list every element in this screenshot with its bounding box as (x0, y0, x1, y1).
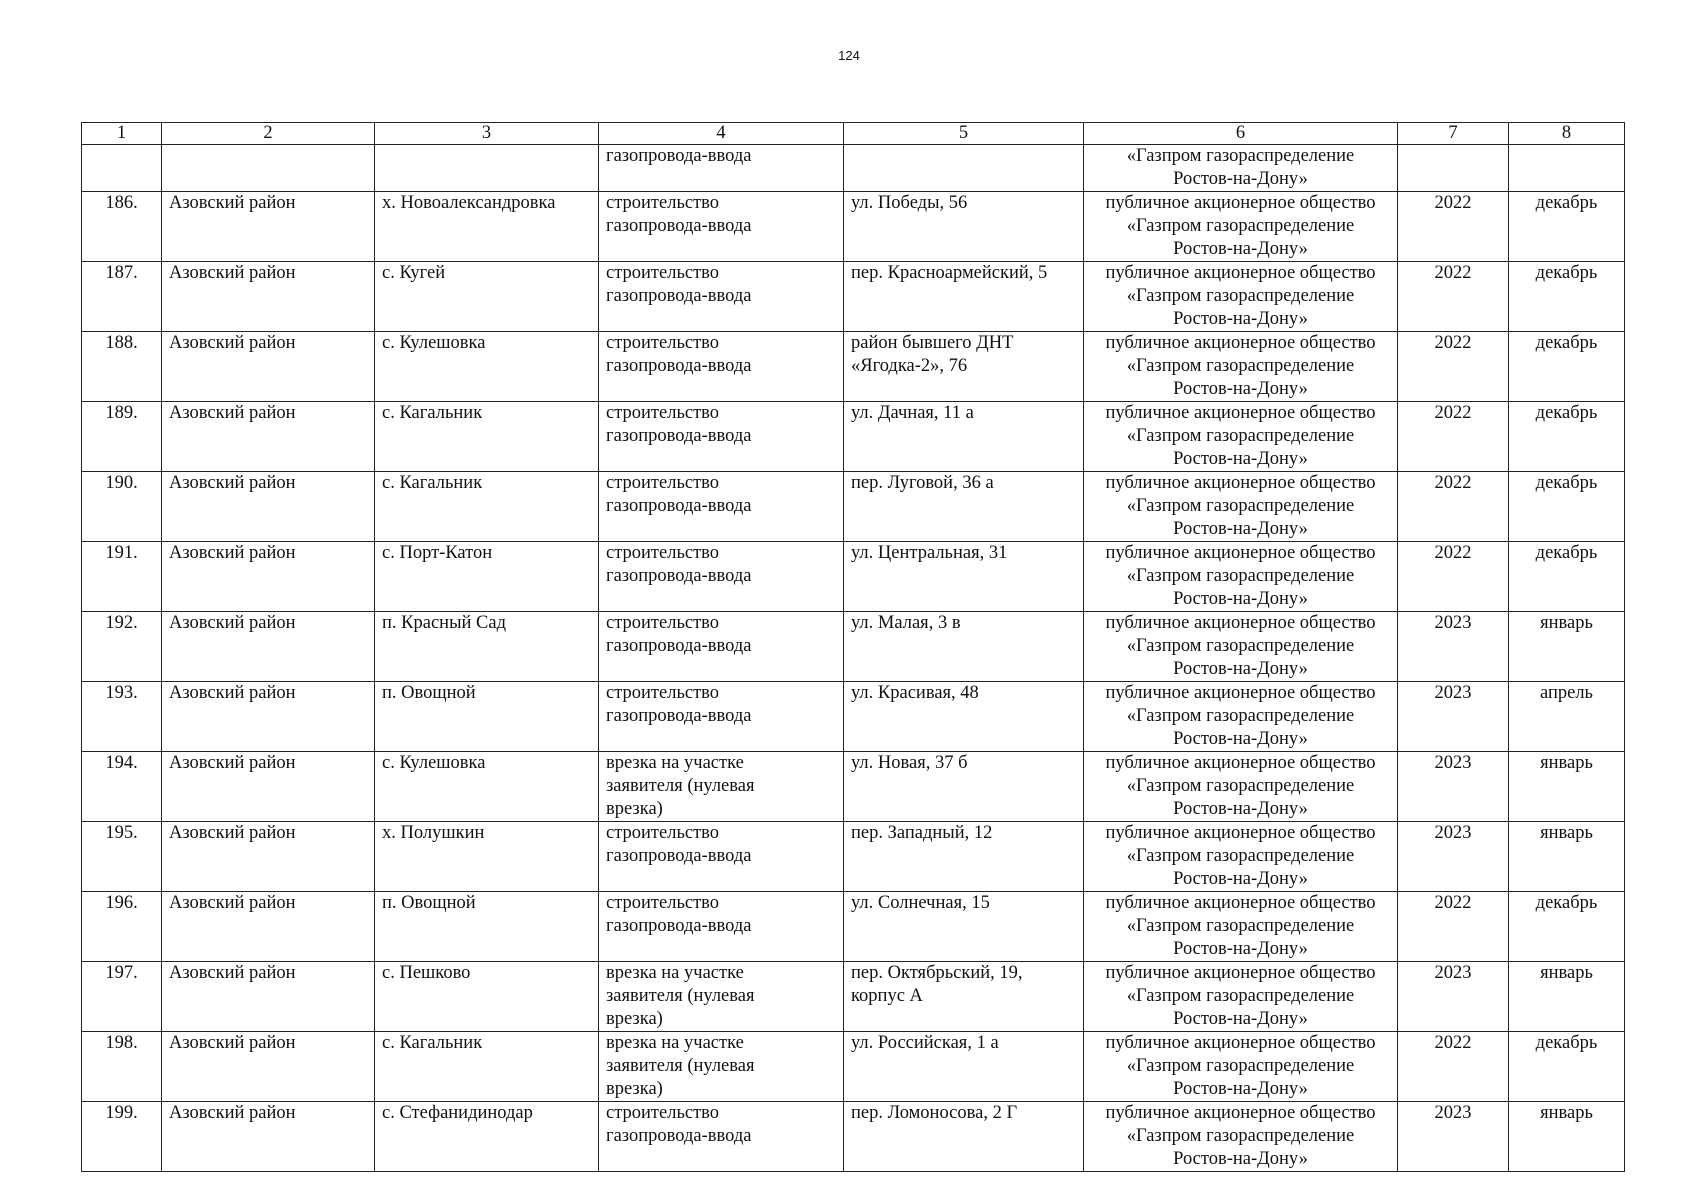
cell-month: январь (1509, 612, 1625, 682)
work-line: строительство (606, 683, 720, 703)
cell-num: 190. (82, 472, 162, 542)
org-line: «Газпром газораспределение (1126, 216, 1355, 236)
org-line: публичное акционерное общество (1105, 683, 1376, 703)
cell-locality: п. Овощной (375, 682, 599, 752)
cell-address (844, 145, 1084, 192)
work-line: врезка на участке (606, 963, 744, 983)
cell-address (844, 332, 1084, 402)
cell-year: 2022 (1398, 892, 1509, 962)
work-line: газопровода-ввода (606, 286, 752, 306)
column-header-2: 2 (162, 123, 375, 145)
org-line: «Газпром газораспределение (1126, 776, 1355, 796)
column-header-6: 6 (1084, 123, 1398, 145)
address-line: «Ягодка-2», 76 (851, 356, 968, 376)
cell-year: 2022 (1398, 192, 1509, 262)
cell-work (599, 332, 844, 402)
org-line: Ростов-на-Дону» (1173, 1079, 1308, 1099)
org-line: «Газпром газораспределение (1126, 426, 1355, 446)
table-row (82, 402, 1625, 472)
cell-address (844, 472, 1084, 542)
work-line: газопровода-ввода (606, 216, 752, 236)
cell-locality: с. Стефанидинодар (375, 1102, 599, 1172)
org-line: «Газпром газораспределение (1126, 146, 1355, 166)
org-line: публичное акционерное общество (1105, 403, 1376, 423)
work-line: строительство (606, 193, 720, 213)
org-line: публичное акционерное общество (1105, 613, 1376, 633)
cell-org (1084, 1032, 1398, 1102)
column-header-8: 8 (1509, 123, 1625, 145)
org-line: Ростов-на-Дону» (1173, 379, 1308, 399)
org-line: публичное акционерное общество (1105, 193, 1376, 213)
work-line: газопровода-ввода (606, 356, 752, 376)
cell-num: 188. (82, 332, 162, 402)
cell-num: 197. (82, 962, 162, 1032)
cell-org (1084, 262, 1398, 332)
cell-month: декабрь (1509, 262, 1625, 332)
cell-month (1509, 145, 1625, 192)
work-line: заявителя (нулевая (606, 1056, 755, 1076)
address-line: пер. Ломоносова, 2 Г (851, 1103, 1018, 1123)
cell-work (599, 145, 844, 192)
org-line: Ростов-на-Дону» (1173, 1149, 1308, 1169)
cell-year (1398, 145, 1509, 192)
org-line: публичное акционерное общество (1105, 543, 1376, 563)
cell-locality: х. Полушкин (375, 822, 599, 892)
cell-year: 2023 (1398, 752, 1509, 822)
cell-work (599, 962, 844, 1032)
org-line: Ростов-на-Дону» (1173, 799, 1308, 819)
work-line: газопровода-ввода (606, 566, 752, 586)
work-line: газопровода-ввода (606, 146, 752, 166)
cell-locality: с. Кагальник (375, 402, 599, 472)
cell-month: декабрь (1509, 892, 1625, 962)
cell-num: 192. (82, 612, 162, 682)
address-line: пер. Луговой, 36 а (851, 473, 994, 493)
work-line: газопровода-ввода (606, 846, 752, 866)
cell-org (1084, 332, 1398, 402)
address-line: ул. Дачная, 11 а (851, 403, 974, 423)
cell-work (599, 822, 844, 892)
cell-month: декабрь (1509, 1032, 1625, 1102)
cell-org (1084, 472, 1398, 542)
cell-locality: с. Пешково (375, 962, 599, 1032)
org-line: «Газпром газораспределение (1126, 286, 1355, 306)
cell-district: Азовский район (162, 962, 375, 1032)
cell-org (1084, 752, 1398, 822)
cell-month: январь (1509, 962, 1625, 1032)
cell-month: декабрь (1509, 472, 1625, 542)
address-line: ул. Российская, 1 а (851, 1033, 999, 1053)
org-line: Ростов-на-Дону» (1173, 519, 1308, 539)
work-line: газопровода-ввода (606, 496, 752, 516)
cell-address (844, 752, 1084, 822)
cell-year: 2022 (1398, 262, 1509, 332)
cell-org (1084, 892, 1398, 962)
cell-address (844, 192, 1084, 262)
work-line: врезка) (606, 1009, 663, 1029)
org-line: «Газпром газораспределение (1126, 916, 1355, 936)
cell-district: Азовский район (162, 612, 375, 682)
cell-district: Азовский район (162, 752, 375, 822)
cell-month: декабрь (1509, 332, 1625, 402)
cell-work (599, 892, 844, 962)
cell-locality: п. Красный Сад (375, 612, 599, 682)
address-line: район бывшего ДНТ (851, 333, 1014, 353)
cell-district: Азовский район (162, 262, 375, 332)
org-line: Ростов-на-Дону» (1173, 659, 1308, 679)
cell-org (1084, 822, 1398, 892)
cell-locality: с. Порт-Катон (375, 542, 599, 612)
cell-month: январь (1509, 822, 1625, 892)
cell-year: 2022 (1398, 542, 1509, 612)
org-line: публичное акционерное общество (1105, 823, 1376, 843)
cell-locality (375, 145, 599, 192)
cell-district: Азовский район (162, 892, 375, 962)
table-row (82, 1102, 1625, 1172)
cell-district: Азовский район (162, 682, 375, 752)
cell-work (599, 472, 844, 542)
table-row (82, 192, 1625, 262)
address-line: ул. Новая, 37 б (851, 753, 968, 773)
page-number: 124 (838, 48, 860, 63)
cell-work (599, 1032, 844, 1102)
cell-month: апрель (1509, 682, 1625, 752)
cell-year: 2023 (1398, 1102, 1509, 1172)
org-line: Ростов-на-Дону» (1173, 939, 1308, 959)
org-line: Ростов-на-Дону» (1173, 869, 1308, 889)
cell-org (1084, 192, 1398, 262)
org-line: публичное акционерное общество (1105, 1033, 1376, 1053)
address-line: ул. Солнечная, 15 (851, 893, 990, 913)
cell-year: 2022 (1398, 332, 1509, 402)
column-header-4: 4 (599, 123, 844, 145)
table-row (82, 542, 1625, 612)
cell-district: Азовский район (162, 192, 375, 262)
work-line: врезка) (606, 1079, 663, 1099)
work-line: заявителя (нулевая (606, 776, 755, 796)
org-line: «Газпром газораспределение (1126, 1126, 1355, 1146)
work-line: строительство (606, 543, 720, 563)
cell-work (599, 1102, 844, 1172)
cell-org (1084, 542, 1398, 612)
cell-org (1084, 682, 1398, 752)
org-line: «Газпром газораспределение (1126, 496, 1355, 516)
cell-num: 189. (82, 402, 162, 472)
work-line: строительство (606, 333, 720, 353)
cell-locality: с. Кулешовка (375, 332, 599, 402)
cell-work (599, 542, 844, 612)
work-line: врезка на участке (606, 1033, 744, 1053)
cell-district: Азовский район (162, 332, 375, 402)
cell-locality: с. Кагальник (375, 1032, 599, 1102)
cell-work (599, 402, 844, 472)
table-body (82, 145, 1625, 1172)
cell-year: 2023 (1398, 822, 1509, 892)
org-line: публичное акционерное общество (1105, 753, 1376, 773)
table-header (82, 123, 1625, 145)
cell-num: 186. (82, 192, 162, 262)
cell-num: 199. (82, 1102, 162, 1172)
org-line: Ростов-на-Дону» (1173, 309, 1308, 329)
org-line: публичное акционерное общество (1105, 893, 1376, 913)
work-line: строительство (606, 473, 720, 493)
cell-month: декабрь (1509, 192, 1625, 262)
cell-address (844, 1032, 1084, 1102)
column-header-7: 7 (1398, 123, 1509, 145)
gas-connection-table (81, 122, 1625, 1172)
org-line: Ростов-на-Дону» (1173, 239, 1308, 259)
cell-num: 191. (82, 542, 162, 612)
table-row (82, 332, 1625, 402)
address-line: ул. Малая, 3 в (851, 613, 961, 633)
org-line: публичное акционерное общество (1105, 963, 1376, 983)
cell-month: январь (1509, 1102, 1625, 1172)
cell-year: 2023 (1398, 962, 1509, 1032)
org-line: публичное акционерное общество (1105, 333, 1376, 353)
cell-district: Азовский район (162, 402, 375, 472)
cell-work (599, 192, 844, 262)
cell-district (162, 145, 375, 192)
cell-address (844, 1102, 1084, 1172)
org-line: «Газпром газораспределение (1126, 706, 1355, 726)
cell-address (844, 402, 1084, 472)
org-line: «Газпром газораспределение (1126, 356, 1355, 376)
address-line: пер. Октябрьский, 19, (851, 963, 1023, 983)
org-line: «Газпром газораспределение (1126, 566, 1355, 586)
cell-year: 2023 (1398, 682, 1509, 752)
cell-num: 198. (82, 1032, 162, 1102)
cell-org (1084, 962, 1398, 1032)
address-line: пер. Красноармейский, 5 (851, 263, 1048, 283)
cell-locality: с. Кагальник (375, 472, 599, 542)
cell-num: 196. (82, 892, 162, 962)
work-line: газопровода-ввода (606, 426, 752, 446)
column-header-5: 5 (844, 123, 1084, 145)
cell-district: Азовский район (162, 472, 375, 542)
table-row (82, 752, 1625, 822)
cell-year: 2022 (1398, 402, 1509, 472)
cell-org (1084, 1102, 1398, 1172)
cell-address (844, 962, 1084, 1032)
work-line: строительство (606, 1103, 720, 1123)
cell-address (844, 892, 1084, 962)
work-line: строительство (606, 823, 720, 843)
cell-num: 194. (82, 752, 162, 822)
column-number-row (82, 123, 1625, 145)
cell-address (844, 262, 1084, 332)
work-line: газопровода-ввода (606, 636, 752, 656)
org-line: «Газпром газораспределение (1126, 1056, 1355, 1076)
org-line: «Газпром газораспределение (1126, 636, 1355, 656)
cell-district: Азовский район (162, 542, 375, 612)
cell-year: 2022 (1398, 472, 1509, 542)
org-line: Ростов-на-Дону» (1173, 589, 1308, 609)
address-line: пер. Западный, 12 (851, 823, 993, 843)
cell-address (844, 612, 1084, 682)
work-line: газопровода-ввода (606, 706, 752, 726)
org-line: публичное акционерное общество (1105, 473, 1376, 493)
cell-locality: х. Новоалександровка (375, 192, 599, 262)
cell-work (599, 262, 844, 332)
cell-locality: с. Кугей (375, 262, 599, 332)
cell-work (599, 752, 844, 822)
address-line: ул. Красивая, 48 (851, 683, 979, 703)
cell-locality: п. Овощной (375, 892, 599, 962)
cell-work (599, 612, 844, 682)
column-header-3: 3 (375, 123, 599, 145)
table-row (82, 612, 1625, 682)
org-line: Ростов-на-Дону» (1173, 169, 1308, 189)
cell-year: 2022 (1398, 1032, 1509, 1102)
cell-num: 193. (82, 682, 162, 752)
table-row (82, 262, 1625, 332)
work-line: газопровода-ввода (606, 1126, 752, 1146)
cell-num (82, 145, 162, 192)
work-line: газопровода-ввода (606, 916, 752, 936)
org-line: Ростов-на-Дону» (1173, 449, 1308, 469)
work-line: врезка на участке (606, 753, 744, 773)
continuation-row (82, 145, 1625, 192)
cell-locality: с. Кулешовка (375, 752, 599, 822)
table-row (82, 962, 1625, 1032)
cell-year: 2023 (1398, 612, 1509, 682)
table-row (82, 682, 1625, 752)
org-line: публичное акционерное общество (1105, 1103, 1376, 1123)
cell-org (1084, 145, 1398, 192)
org-line: Ростов-на-Дону» (1173, 729, 1308, 749)
cell-address (844, 542, 1084, 612)
cell-num: 195. (82, 822, 162, 892)
column-header-1: 1 (82, 123, 162, 145)
org-line: «Газпром газораспределение (1126, 846, 1355, 866)
work-line: строительство (606, 403, 720, 423)
address-line: ул. Победы, 56 (851, 193, 968, 213)
work-line: строительство (606, 613, 720, 633)
cell-org (1084, 402, 1398, 472)
work-line: строительство (606, 263, 720, 283)
work-line: заявителя (нулевая (606, 986, 755, 1006)
cell-work (599, 682, 844, 752)
cell-address (844, 822, 1084, 892)
table-row (82, 472, 1625, 542)
org-line: «Газпром газораспределение (1126, 986, 1355, 1006)
cell-district: Азовский район (162, 1032, 375, 1102)
table-row (82, 822, 1625, 892)
address-line: ул. Центральная, 31 (851, 543, 1008, 563)
cell-num: 187. (82, 262, 162, 332)
org-line: Ростов-на-Дону» (1173, 1009, 1308, 1029)
cell-org (1084, 612, 1398, 682)
cell-month: декабрь (1509, 542, 1625, 612)
cell-district: Азовский район (162, 1102, 375, 1172)
address-line: корпус А (851, 986, 923, 1006)
table-row (82, 1032, 1625, 1102)
cell-address (844, 682, 1084, 752)
work-line: врезка) (606, 799, 663, 819)
work-line: строительство (606, 893, 720, 913)
cell-month: январь (1509, 752, 1625, 822)
org-line: публичное акционерное общество (1105, 263, 1376, 283)
cell-month: декабрь (1509, 402, 1625, 472)
cell-district: Азовский район (162, 822, 375, 892)
table-row (82, 892, 1625, 962)
